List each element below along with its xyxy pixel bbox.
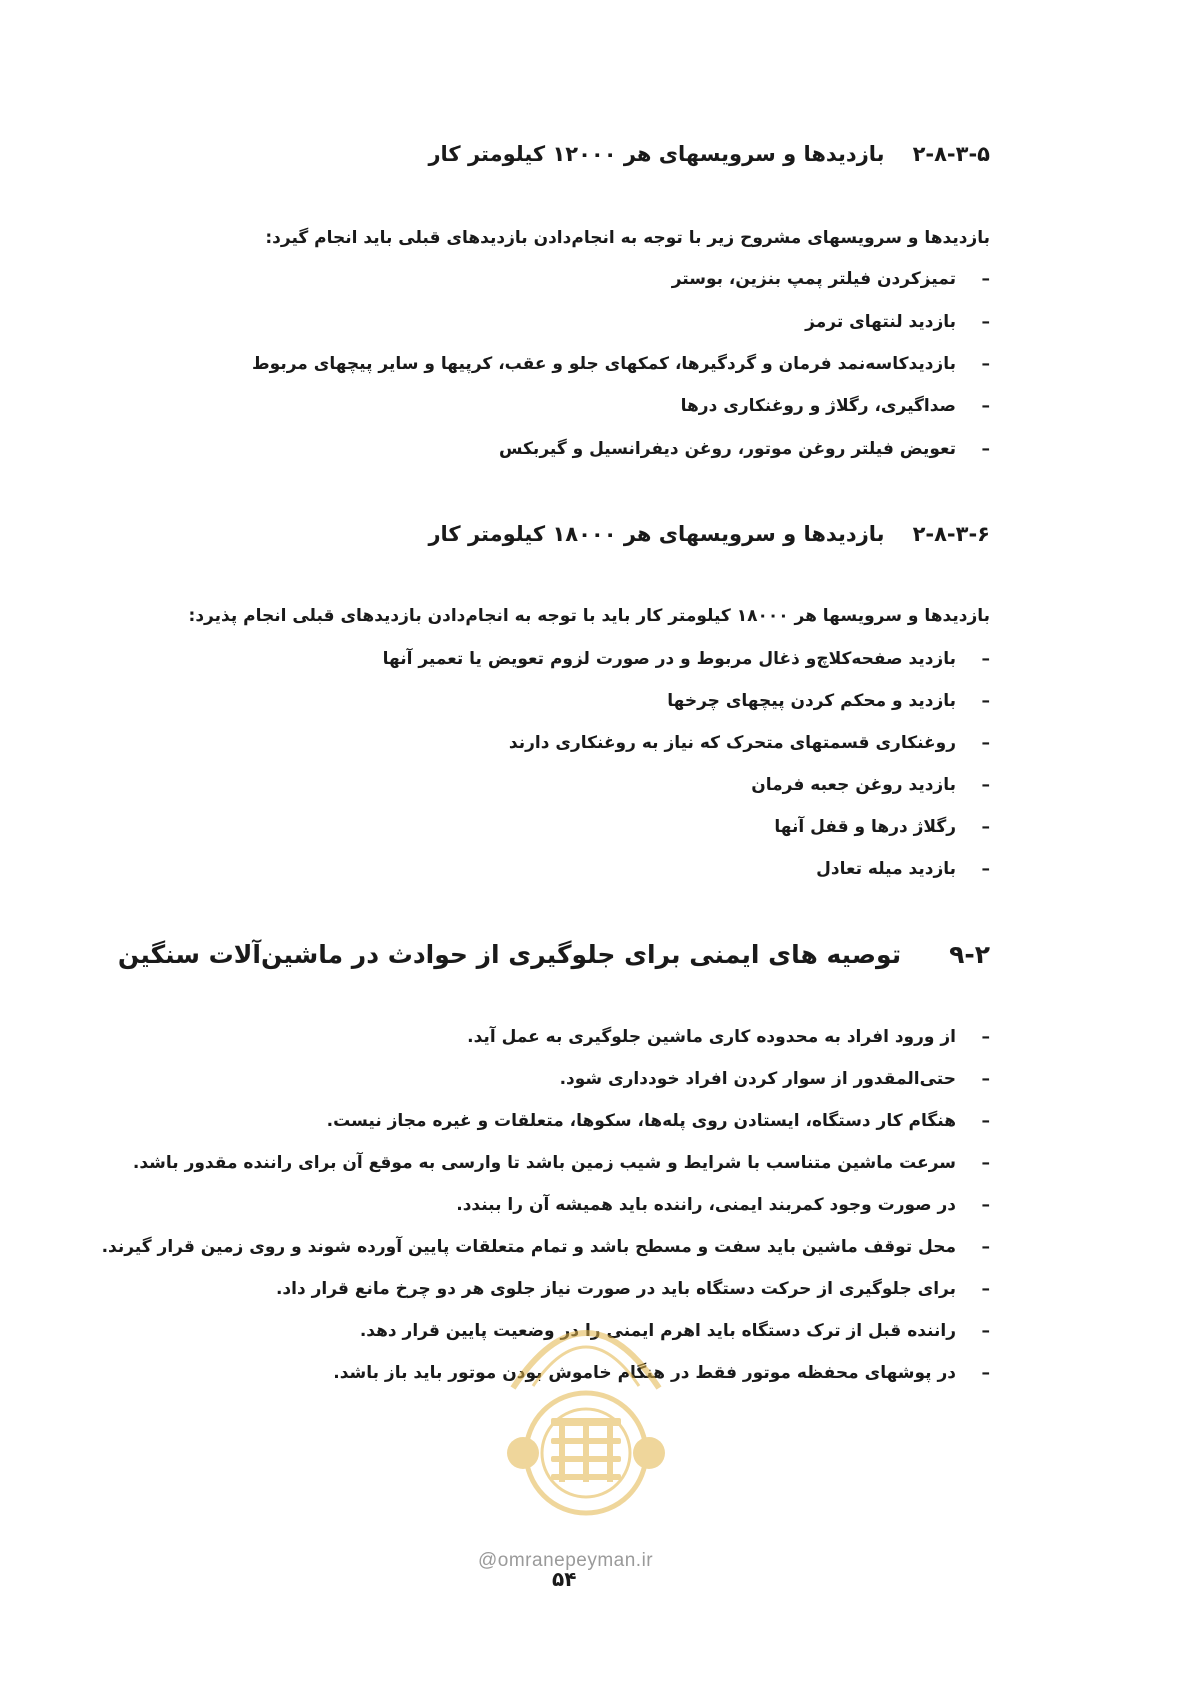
section-6-heading [428,522,990,546]
list-item: –برای جلوگیری از حرکت دستگاه باید در صورت نیاز جلوی هر دو چرخ مانع قرار داد. [275,1279,990,1299]
list-item: –از ورود افراد به محدوده کاری ماشین جلوگیری به عمل آید. [467,1027,990,1047]
list-item: –محل توقف ماشین باید سفت و مسطح باشد و تمام متعلقات پایین آورده شوند و روی زمین قرار گیرند. [101,1237,990,1257]
list-item: –بازدید میله تعادل [816,859,990,879]
list-item: –روغنکاری قسمتهای متحرک که نیاز به روغنکاری دارند [508,733,990,753]
dash: – [981,312,990,332]
dash: – [981,649,990,669]
dash: – [981,1321,990,1341]
dash: – [981,396,990,416]
dash: – [981,439,990,459]
dash: – [981,269,990,289]
dash: – [981,1153,990,1173]
dash: – [981,1069,990,1089]
list-item: –صداگیری، رگلاژ و روغنکاری درها [680,396,990,416]
watermark-site: @omranepeyman.ir [478,1550,654,1571]
dash: – [981,354,990,374]
list-item: –بازدیدکاسه‌نمد فرمان و گردگیرها، کمکهای جلو و عقب، کرپیها و سایر پیچهای مربوط [252,354,990,374]
list-item: –تعویض فیلتر روغن موتور، روغن دیفرانسیل و گیربکس [499,439,990,459]
list-item: –بازدید لنتهای ترمز [805,312,990,332]
list-item: –در صورت وجود کمربند ایمنی، راننده باید همیشه آن را ببندد. [456,1195,990,1215]
section-5-intro: بازدیدها و سرویسهای مشروح زیر با توجه به انجام‌دادن بازدیدهای قبلی باید انجام گیرد: [265,228,990,248]
list-item: –تمیزکردن فیلتر پمپ بنزین، بوستر [671,269,990,289]
dash: – [981,1111,990,1131]
dash: – [981,691,990,711]
section-5-title: بازدیدها و سرویسهای هر ۱۲۰۰۰ کیلومتر کار [428,142,885,166]
page-number: ۵۴ [552,1567,577,1591]
dash: – [981,1027,990,1047]
list-item: –رگلاژ درها و قفل آنها [774,817,990,837]
section-9-heading [118,940,990,969]
dash: – [981,1363,990,1383]
list-item: –بازدید روغن جعبه فرمان [751,775,990,795]
section-5-heading [428,142,990,166]
dash: – [981,859,990,879]
dash: – [981,733,990,753]
list-item: –بازدید صفحه‌کلاچ‌و ذغال مربوط و در صورت لزوم تعویض یا تعمیر آنها [382,649,990,669]
dash: – [981,817,990,837]
list-item: –حتی‌المقدور از سوار کردن افراد خودداری شود. [559,1069,990,1089]
list-item: –در پوشهای محفظه موتور فقط در هنگام خاموش بودن موتور باید باز باشد. [333,1363,990,1383]
section-6-title: بازدیدها و سرویسهای هر ۱۸۰۰۰ کیلومتر کار [428,522,885,546]
section-6-number: ۲-۸-۳-۶ [912,522,990,546]
list-item: –سرعت ماشین متناسب با شرایط و شیب زمین باشد تا وارسی به موقع آن برای راننده مقدور باشد. [132,1153,990,1173]
dash: – [981,1237,990,1257]
section-6-intro: بازدیدها و سرویسها هر ۱۸۰۰۰ کیلومتر کار باید با توجه به انجام‌دادن بازدیدهای قبلی انجام پذیرد: [188,606,990,626]
list-item: –راننده قبل از ترک دستگاه باید اهرم ایمنی را در وضعیت پایین قرار دهد. [359,1321,990,1341]
list-item: –بازدید و محکم کردن پیچهای چرخها [667,691,990,711]
dash: – [981,1195,990,1215]
section-5-number: ۲-۸-۳-۵ [912,142,990,166]
watermark-logo-icon [493,1268,679,1518]
list-item: –هنگام کار دستگاه، ایستادن روی پله‌ها، سکوها، متعلقات و غیره مجاز نیست. [326,1111,990,1131]
dash: – [981,1279,990,1299]
dash: – [981,775,990,795]
section-9-title: توصیه های ایمنی برای جلوگیری از حوادث در ماشین‌آلات سنگین [117,940,902,969]
section-9-number: ۹-۲ [949,940,990,969]
